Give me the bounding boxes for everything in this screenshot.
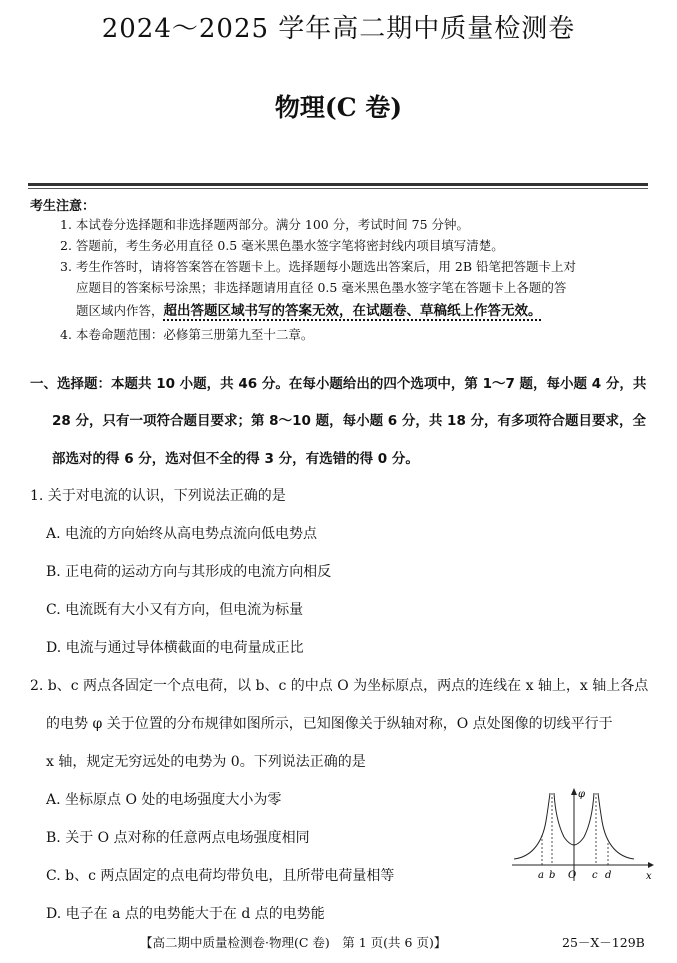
tick-c: c: [592, 870, 598, 881]
question-2-option-b: B. 关于 O 点对称的任意两点电场强度相同: [46, 830, 310, 846]
question-2-option-a: A. 坐标原点 O 处的电场强度大小为零: [46, 792, 282, 808]
notice-item-3-cont2: [76, 299, 542, 319]
paper-code: 25－X－129B: [562, 935, 645, 950]
tick-a: a: [538, 870, 544, 881]
question-1-stem: 1. 关于对电流的认识，下列说法正确的是: [30, 488, 286, 504]
tick-d: d: [605, 870, 612, 881]
x-axis-arrow: [648, 862, 654, 868]
left-outer-curve: [514, 793, 550, 859]
question-1-option-d: D. 电流与通过导体横截面的电荷量成正比: [46, 640, 304, 656]
potential-distribution-figure: [508, 785, 656, 885]
header-divider-thick: [28, 183, 648, 186]
notice-emphasis: 超出答题区域书写的答案无效，在试题卷、草稿纸上作答无效。: [163, 303, 542, 319]
section-instructions-line-1: 一、选择题：本题共 10 小题，共 46 分。在每小题给出的四个选项中，第 1～7 题，每小题 4 分，共: [30, 376, 647, 392]
notice-item-1: 1. 本试卷分选择题和非选择题两部分。满分 100 分，考试时间 75 分钟。: [60, 217, 470, 232]
header-divider-thin: [28, 188, 648, 189]
x-axis-label: x: [646, 871, 652, 882]
question-1-option-a: A. 电流的方向始终从高电势点流向低电势点: [46, 526, 318, 542]
question-2-stem-line-3: x 轴，规定无穷远处的电势为 0。下列说法正确的是: [46, 754, 366, 770]
y-axis-arrow: [571, 788, 577, 795]
notice-item-4: 4. 本卷命题范围：必修第三册第九至十二章。: [60, 327, 314, 342]
page-footer: 【高二期中质量检测卷·物理(C 卷) 第 1 页(共 6 页)】: [140, 935, 447, 950]
y-axis-label: φ: [578, 789, 586, 800]
exam-title: 2024～2025 学年高二期中质量检测卷: [101, 14, 576, 44]
notice-heading: 考生注意：: [30, 199, 96, 214]
question-1-option-b: B. 正电荷的运动方向与其形成的电流方向相反: [46, 564, 332, 580]
question-2-stem-line-2: 的电势 φ 关于位置的分布规律如图所示，已知图像关于纵轴对称，O 点处图像的切线平行于: [46, 716, 613, 732]
right-outer-curve: [598, 793, 634, 859]
tick-b: b: [549, 870, 556, 881]
question-1-option-c: C. 电流既有大小又有方向，但电流为标量: [46, 602, 304, 618]
question-2-stem-line-1: 2. b、c 两点各固定一个点电荷，以 b、c 的中点 O 为坐标原点，两点的连线在 x 轴上，x 轴上各点: [30, 678, 649, 694]
question-2-option-d: D. 电子在 a 点的电势能大于在 d 点的电势能: [46, 906, 325, 922]
section-instructions-line-2: 28 分，只有一项符合题目要求；第 8～10 题，每小题 6 分，共 18 分，有多项符合题目要求，全: [52, 413, 647, 429]
notice-item-3: 3. 考生作答时，请将答案答在答题卡上。选择题每小题选出答案后，用 2B 铅笔把答题卡上对: [60, 259, 576, 274]
tick-origin: O: [568, 870, 577, 881]
section-instructions-line-3: 部选对的得 6 分，选对但不全的得 3 分，有选错的得 0 分。: [52, 451, 419, 467]
notice-item-3-cont: 应题目的答案标号涂黑；非选择题请用直径 0.5 毫米黑色墨水签字笔在答题卡上各题的答: [76, 280, 567, 295]
notice-item-3-tail: 题区域内作答，: [76, 303, 164, 318]
notice-item-2: 2. 答题前，考生务必用直径 0.5 毫米黑色墨水签字笔将密封线内项目填写清楚。: [60, 238, 504, 253]
question-2-option-c: C. b、c 两点固定的点电荷均带负电，且所带电荷量相等: [46, 868, 395, 884]
subject-title: 物理(C 卷): [274, 93, 403, 122]
